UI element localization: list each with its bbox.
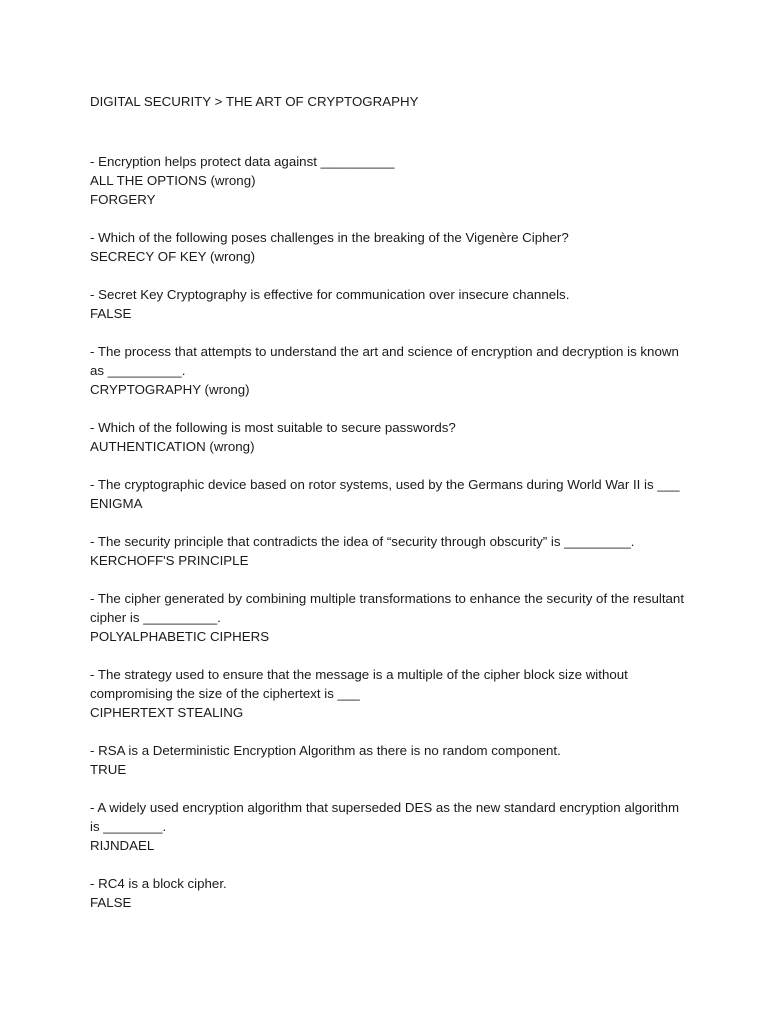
question-text: - The process that attempts to understand the art and science of encryption and decryption is known as __________. (90, 344, 679, 378)
question-text: - Which of the following poses challenges in the breaking of the Vigenère Cipher? (90, 230, 569, 245)
answer-text: SECRECY OF KEY (wrong) (90, 249, 256, 264)
answer-text: POLYALPHABETIC CIPHERS (90, 629, 270, 644)
question-text: - The cryptographic device based on rotor systems, used by the Germans during World War II is ___ (90, 477, 680, 492)
question-block (90, 532, 690, 570)
question-block (90, 228, 690, 266)
question-text: - Encryption helps protect data against __________ (90, 154, 395, 169)
answer-text: TRUE (90, 762, 127, 777)
question-text: - The cipher generated by combining multiple transformations to enhance the security of the resultant cipher is __________. (90, 591, 685, 625)
question-block (90, 874, 690, 912)
question-list (90, 152, 690, 912)
answer-text: FORGERY (90, 192, 156, 207)
answer-text: FALSE (90, 306, 132, 321)
question-block (90, 741, 690, 779)
question-text: - A widely used encryption algorithm that superseded DES as the new standard encryption algorithm is ________. (90, 800, 680, 834)
question-block (90, 342, 690, 399)
question-block (90, 475, 690, 513)
document-title: DIGITAL SECURITY > THE ART OF CRYPTOGRAPHY (90, 94, 419, 109)
question-block (90, 418, 690, 456)
answer-text: AUTHENTICATION (wrong) (90, 439, 255, 454)
answer-text: CIPHERTEXT STEALING (90, 705, 244, 720)
question-block (90, 589, 690, 646)
answer-text: CRYPTOGRAPHY (wrong) (90, 382, 250, 397)
answer-text: ALL THE OPTIONS (wrong) (90, 173, 256, 188)
question-text: - The strategy used to ensure that the message is a multiple of the cipher block size without compromising the size of the ciphertext is ___ (90, 667, 628, 701)
question-block (90, 285, 690, 323)
question-block (90, 152, 690, 209)
question-text: - The security principle that contradicts the idea of “security through obscurity” is _________. (90, 534, 635, 549)
document-page (90, 92, 690, 931)
answer-text: ENIGMA (90, 496, 143, 511)
answer-text: RIJNDAEL (90, 838, 155, 853)
question-text: - Which of the following is most suitable to secure passwords? (90, 420, 456, 435)
question-text: - RC4 is a block cipher. (90, 876, 227, 891)
answer-text: KERCHOFF'S PRINCIPLE (90, 553, 249, 568)
question-text: - RSA is a Deterministic Encryption Algorithm as there is no random component. (90, 743, 561, 758)
question-text: - Secret Key Cryptography is effective for communication over insecure channels. (90, 287, 570, 302)
answer-text: FALSE (90, 895, 132, 910)
question-block (90, 798, 690, 855)
question-block (90, 665, 690, 722)
